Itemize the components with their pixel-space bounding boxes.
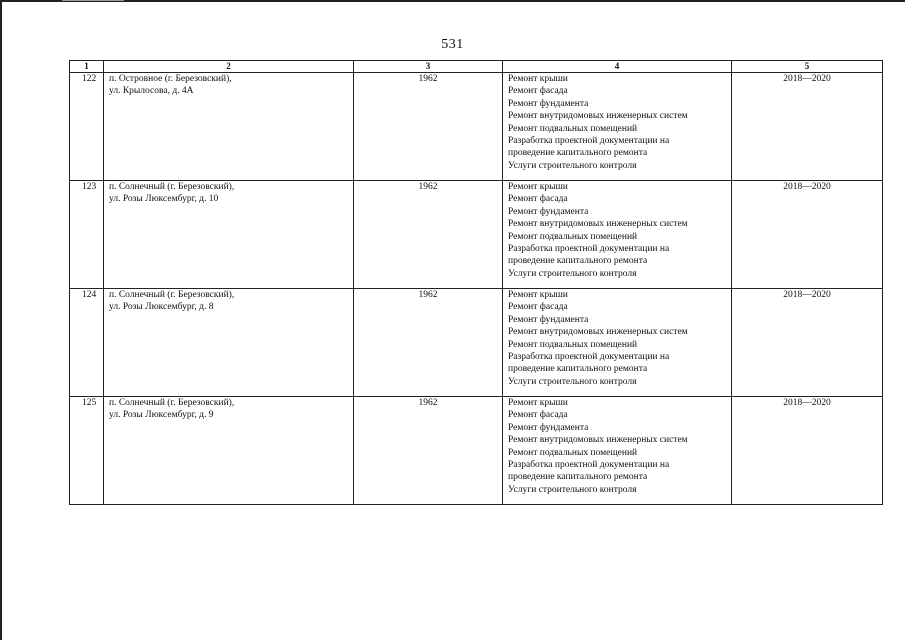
- address-line: ул. Розы Люксембург, д. 9: [109, 410, 214, 421]
- work-item: Разработка проектной документации на: [508, 352, 670, 363]
- build-year: 1962: [418, 398, 438, 408]
- repair-period: 2018—2020: [783, 182, 831, 192]
- column-header: 2: [104, 61, 354, 73]
- repair-schedule-table: [69, 60, 883, 505]
- scan-mark: [62, 0, 124, 1]
- work-item: Ремонт фасада: [508, 86, 568, 97]
- row-number-cell: [70, 73, 104, 181]
- repair-period: 2018—2020: [783, 74, 831, 84]
- row-number-cell: [70, 397, 104, 505]
- works-cell: [503, 289, 732, 397]
- row-number: 125: [82, 398, 97, 408]
- work-item: проведение капитального ремонта: [508, 472, 648, 483]
- year-cell: [354, 397, 503, 505]
- work-item: Ремонт фундамента: [508, 314, 589, 325]
- work-item: проведение капитального ремонта: [508, 364, 648, 375]
- work-item: Ремонт подвальных помещений: [508, 339, 638, 350]
- address-cell: [104, 289, 354, 397]
- address-cell: [104, 181, 354, 289]
- year-cell: [354, 73, 503, 181]
- page-number: 531: [441, 37, 464, 52]
- works-cell: [503, 73, 732, 181]
- table-body: [70, 73, 883, 505]
- period-cell: [732, 397, 883, 505]
- row-number: 124: [82, 290, 97, 300]
- row-number-cell: [70, 289, 104, 397]
- work-item: Ремонт фасада: [508, 302, 568, 313]
- table-row: [70, 181, 883, 289]
- table-row: [70, 73, 883, 181]
- address-line: ул. Крылосова, д. 4А: [109, 86, 194, 97]
- table-row: [70, 289, 883, 397]
- work-item: Ремонт крыши: [508, 290, 568, 300]
- work-item: Услуги строительного контроля: [508, 268, 637, 279]
- scan-border-left: [0, 0, 2, 640]
- work-item: Ремонт крыши: [508, 398, 568, 408]
- work-item: Ремонт фундамента: [508, 98, 589, 109]
- work-item: Ремонт внутридомовых инженерных систем: [508, 435, 688, 446]
- year-cell: [354, 289, 503, 397]
- work-item: Ремонт внутридомовых инженерных систем: [508, 327, 688, 338]
- build-year: 1962: [418, 74, 438, 84]
- year-cell: [354, 181, 503, 289]
- repair-period: 2018—2020: [783, 398, 831, 408]
- work-item: Ремонт фасада: [508, 194, 568, 205]
- period-cell: [732, 73, 883, 181]
- works-cell: [503, 181, 732, 289]
- address-line: п. Солнечный (г. Березовский),: [109, 182, 235, 192]
- column-header: 4: [503, 61, 732, 73]
- work-item: Разработка проектной документации на: [508, 136, 670, 147]
- work-item: Ремонт фасада: [508, 410, 568, 421]
- work-item: Разработка проектной документации на: [508, 460, 670, 471]
- work-item: Ремонт подвальных помещений: [508, 123, 638, 134]
- column-header: 1: [70, 61, 104, 73]
- address-cell: [104, 73, 354, 181]
- work-item: Ремонт крыши: [508, 74, 568, 84]
- work-item: Ремонт внутридомовых инженерных систем: [508, 219, 688, 230]
- address-cell: [104, 397, 354, 505]
- scan-border-top: [0, 0, 905, 2]
- column-header: 3: [354, 61, 503, 73]
- work-item: проведение капитального ремонта: [508, 148, 648, 159]
- work-item: Ремонт подвальных помещений: [508, 231, 638, 242]
- table-row: [70, 397, 883, 505]
- row-number: 123: [82, 182, 97, 192]
- period-cell: [732, 289, 883, 397]
- address-line: ул. Розы Люксембург, д. 8: [109, 302, 214, 313]
- period-cell: [732, 181, 883, 289]
- table-header-row: [70, 61, 883, 73]
- row-number: 122: [82, 74, 97, 84]
- column-header: 5: [732, 61, 883, 73]
- address-line: п. Солнечный (г. Березовский),: [109, 398, 235, 408]
- row-number-cell: [70, 181, 104, 289]
- work-item: Ремонт подвальных помещений: [508, 447, 638, 458]
- work-item: Ремонт внутридомовых инженерных систем: [508, 111, 688, 122]
- work-item: Услуги строительного контроля: [508, 160, 637, 171]
- work-item: Услуги строительного контроля: [508, 376, 637, 387]
- address-line: ул. Розы Люксембург, д. 10: [109, 194, 219, 205]
- work-item: проведение капитального ремонта: [508, 256, 648, 267]
- build-year: 1962: [418, 182, 438, 192]
- work-item: Ремонт фундамента: [508, 206, 589, 217]
- address-line: п. Островное (г. Березовский),: [109, 74, 232, 84]
- repair-period: 2018—2020: [783, 290, 831, 300]
- work-item: Разработка проектной документации на: [508, 244, 670, 255]
- address-line: п. Солнечный (г. Березовский),: [109, 290, 235, 300]
- work-item: Услуги строительного контроля: [508, 484, 637, 495]
- build-year: 1962: [418, 290, 438, 300]
- work-item: Ремонт фундамента: [508, 422, 589, 433]
- works-cell: [503, 397, 732, 505]
- work-item: Ремонт крыши: [508, 182, 568, 192]
